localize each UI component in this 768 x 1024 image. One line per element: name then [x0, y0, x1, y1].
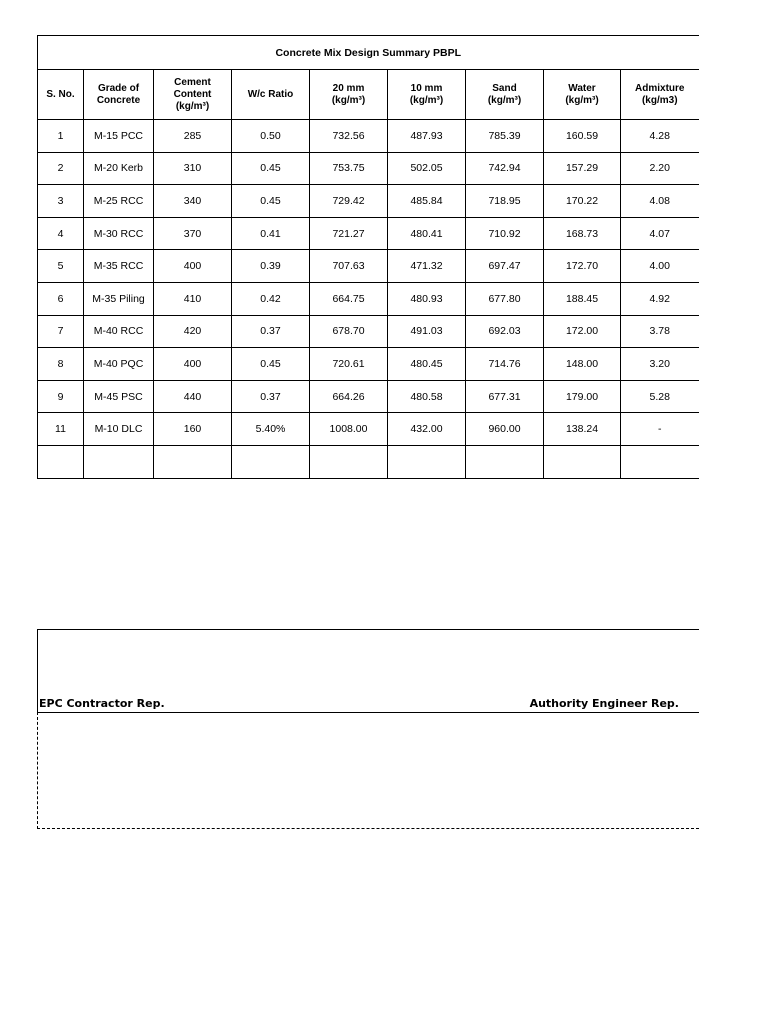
table-row — [38, 380, 699, 413]
cell-sand: 697.47 — [466, 250, 544, 283]
cell-grade: M-40 PQC — [84, 348, 154, 381]
cell-sand: 718.95 — [466, 185, 544, 218]
table-row — [38, 185, 699, 218]
cell-wc-ratio: 0.45 — [232, 348, 310, 381]
cell-wc-ratio: 0.45 — [232, 185, 310, 218]
cell-cement: 370 — [154, 217, 232, 250]
table-row — [38, 445, 699, 478]
cell-cement: 160 — [154, 413, 232, 446]
cell-20mm: 720.61 — [310, 348, 388, 381]
epc-contractor-label: EPC Contractor Rep. — [39, 697, 165, 710]
cell-sno: 4 — [38, 217, 84, 250]
cell-grade: M-10 DLC — [84, 413, 154, 446]
cell-water: 172.00 — [544, 315, 621, 348]
cell-sand: 677.31 — [466, 380, 544, 413]
cell-20mm: 1008.00 — [310, 413, 388, 446]
cell-20mm: 753.75 — [310, 152, 388, 185]
cell-20mm: 664.26 — [310, 380, 388, 413]
cell-admixture — [621, 445, 699, 478]
table-row — [38, 152, 699, 185]
cell-20mm: 721.27 — [310, 217, 388, 250]
cell-water: 160.59 — [544, 120, 621, 153]
header-sno: S. No. — [38, 70, 84, 120]
cell-grade: M-30 RCC — [84, 217, 154, 250]
cell-10mm — [388, 445, 466, 478]
cell-wc-ratio: 0.45 — [232, 152, 310, 185]
cell-admixture: 3.20 — [621, 348, 699, 381]
table-row — [38, 413, 699, 446]
cell-10mm: 485.84 — [388, 185, 466, 218]
cell-sno: 3 — [38, 185, 84, 218]
signature-box — [37, 629, 699, 713]
authority-engineer-label: Authority Engineer Rep. — [529, 697, 679, 710]
cell-wc-ratio: 0.39 — [232, 250, 310, 283]
table-row — [38, 250, 699, 283]
cell-sno: 9 — [38, 380, 84, 413]
cell-sno: 5 — [38, 250, 84, 283]
header-row — [38, 70, 699, 120]
table-row — [38, 217, 699, 250]
cell-sno: 8 — [38, 348, 84, 381]
table-title: Concrete Mix Design Summary PBPL — [38, 36, 699, 70]
cell-grade: M-35 Piling — [84, 282, 154, 315]
mix-design-sheet — [37, 35, 698, 479]
cell-wc-ratio: 5.40% — [232, 413, 310, 446]
cell-admixture: - — [621, 413, 699, 446]
cell-water: 188.45 — [544, 282, 621, 315]
cell-sand: 742.94 — [466, 152, 544, 185]
cell-sno: 1 — [38, 120, 84, 153]
header-10mm: 10 mm (kg/m³) — [388, 70, 466, 120]
header-grade: Grade of Concrete — [84, 70, 154, 120]
cell-sand: 960.00 — [466, 413, 544, 446]
mix-design-table — [37, 35, 699, 479]
cell-10mm: 480.58 — [388, 380, 466, 413]
cell-10mm: 471.32 — [388, 250, 466, 283]
cell-grade: M-15 PCC — [84, 120, 154, 153]
signature-area — [37, 712, 699, 829]
cell-sand: 710.92 — [466, 217, 544, 250]
cell-admixture: 3.78 — [621, 315, 699, 348]
cell-20mm: 732.56 — [310, 120, 388, 153]
cell-grade — [84, 445, 154, 478]
cell-cement: 310 — [154, 152, 232, 185]
cell-sno: 11 — [38, 413, 84, 446]
cell-20mm: 729.42 — [310, 185, 388, 218]
cell-sand: 692.03 — [466, 315, 544, 348]
cell-10mm: 487.93 — [388, 120, 466, 153]
cell-water: 170.22 — [544, 185, 621, 218]
cell-grade: M-40 RCC — [84, 315, 154, 348]
header-wc-ratio: W/c Ratio — [232, 70, 310, 120]
cell-sno — [38, 445, 84, 478]
cell-sno: 7 — [38, 315, 84, 348]
cell-sand — [466, 445, 544, 478]
cell-grade: M-25 RCC — [84, 185, 154, 218]
cell-sno: 2 — [38, 152, 84, 185]
cell-10mm: 480.93 — [388, 282, 466, 315]
cell-10mm: 480.41 — [388, 217, 466, 250]
cell-wc-ratio — [232, 445, 310, 478]
header-admixture: Admixture (kg/m3) — [621, 70, 699, 120]
cell-grade: M-35 RCC — [84, 250, 154, 283]
cell-admixture: 4.07 — [621, 217, 699, 250]
table-row — [38, 315, 699, 348]
cell-grade: M-45 PSC — [84, 380, 154, 413]
cell-cement: 285 — [154, 120, 232, 153]
cell-20mm: 664.75 — [310, 282, 388, 315]
cell-10mm: 432.00 — [388, 413, 466, 446]
header-sand: Sand (kg/m³) — [466, 70, 544, 120]
cell-wc-ratio: 0.50 — [232, 120, 310, 153]
cell-cement: 410 — [154, 282, 232, 315]
cell-wc-ratio: 0.42 — [232, 282, 310, 315]
table-row — [38, 120, 699, 153]
cell-wc-ratio: 0.37 — [232, 380, 310, 413]
table-row — [38, 348, 699, 381]
cell-cement: 400 — [154, 250, 232, 283]
cell-admixture: 4.00 — [621, 250, 699, 283]
cell-water: 157.29 — [544, 152, 621, 185]
cell-sno: 6 — [38, 282, 84, 315]
cell-wc-ratio: 0.41 — [232, 217, 310, 250]
cell-20mm: 707.63 — [310, 250, 388, 283]
header-water: Water (kg/m³) — [544, 70, 621, 120]
header-cement: Cement Content (kg/m³) — [154, 70, 232, 120]
cell-cement: 340 — [154, 185, 232, 218]
cell-cement: 440 — [154, 380, 232, 413]
cell-admixture: 4.28 — [621, 120, 699, 153]
cell-admixture: 4.92 — [621, 282, 699, 315]
cell-sand: 714.76 — [466, 348, 544, 381]
cell-cement: 400 — [154, 348, 232, 381]
cell-wc-ratio: 0.37 — [232, 315, 310, 348]
cell-grade: M-20 Kerb — [84, 152, 154, 185]
cell-20mm: 678.70 — [310, 315, 388, 348]
cell-water — [544, 445, 621, 478]
cell-water: 179.00 — [544, 380, 621, 413]
cell-water: 138.24 — [544, 413, 621, 446]
header-20mm: 20 mm (kg/m³) — [310, 70, 388, 120]
cell-10mm: 480.45 — [388, 348, 466, 381]
cell-cement: 420 — [154, 315, 232, 348]
cell-water: 172.70 — [544, 250, 621, 283]
cell-admixture: 5.28 — [621, 380, 699, 413]
cell-20mm — [310, 445, 388, 478]
cell-sand: 785.39 — [466, 120, 544, 153]
cell-water: 148.00 — [544, 348, 621, 381]
cell-admixture: 2.20 — [621, 152, 699, 185]
table-row — [38, 282, 699, 315]
cell-water: 168.73 — [544, 217, 621, 250]
cell-sand: 677.80 — [466, 282, 544, 315]
cell-10mm: 502.05 — [388, 152, 466, 185]
cell-10mm: 491.03 — [388, 315, 466, 348]
cell-admixture: 4.08 — [621, 185, 699, 218]
cell-cement — [154, 445, 232, 478]
